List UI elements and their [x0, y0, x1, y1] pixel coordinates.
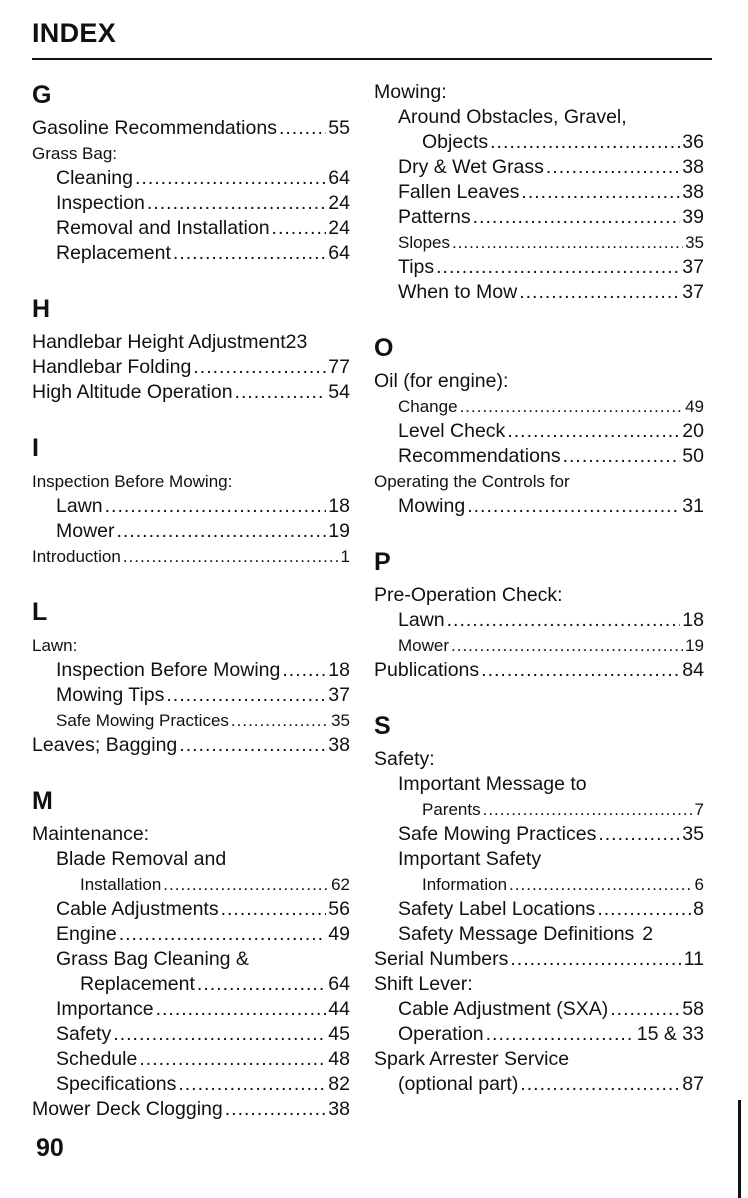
index-entry: Operation ..... 15 & 33 — [374, 1022, 704, 1047]
index-heading: Shift Lever: — [374, 973, 473, 995]
index-entry: Safe Mowing Practices ..... 35 — [32, 708, 350, 733]
index-entry: Schedule ..... 48 — [32, 1047, 350, 1072]
index-entry: Inspection Before Mowing ..... 18 — [32, 658, 350, 683]
index-heading: Spark Arrester Service — [374, 1048, 570, 1070]
index-entry: Level Check ..... 20 — [374, 419, 704, 444]
index-entry: Tips ..... 37 — [374, 255, 704, 280]
section-letter-m: M — [32, 787, 53, 815]
index-entry: Safety Message Definitions 2 — [398, 923, 654, 945]
index-entry: Handlebar Folding ..... 77 — [32, 355, 350, 380]
index-entry: Slopes ..... 35 — [374, 230, 704, 255]
index-entry: Change ..... 49 — [374, 394, 704, 419]
index-entry: Safety ..... 45 — [32, 1022, 350, 1047]
page-header — [32, 16, 712, 60]
index-entry: Mower ..... 19 — [374, 633, 704, 658]
index-entry: Parents ..... 7 — [374, 797, 704, 822]
index-entry: Mower Deck Clogging ..... 38 — [32, 1097, 350, 1122]
section-letter-o: O — [374, 334, 394, 362]
index-entry: Importance ..... 44 — [32, 997, 350, 1022]
page-number: 90 — [36, 1134, 64, 1162]
index-entry: Objects ..... 36 — [374, 130, 704, 155]
index-heading: Blade Removal and — [56, 848, 227, 870]
index-entry: Engine ..... 49 — [32, 922, 350, 947]
index-entry: Fallen Leaves ..... 38 — [374, 180, 704, 205]
index-entry: Inspection ..... 24 — [32, 191, 350, 216]
index-entry: High Altitude Operation ..... 54 — [32, 380, 350, 405]
section-letter-s: S — [374, 712, 391, 740]
index-entry: Mower ..... 19 — [32, 519, 350, 544]
section-letter-i: I — [32, 434, 39, 462]
index-entry: Replacement ..... 64 — [32, 972, 350, 997]
index-entry: Dry & Wet Grass ..... 38 — [374, 155, 704, 180]
index-entry: Mowing ..... 31 — [374, 494, 704, 519]
index-entry: Introduction ..... 1 — [32, 544, 350, 569]
index-entry: Installation ..... 62 — [32, 872, 350, 897]
index-heading: Oil (for engine): — [374, 370, 509, 392]
index-title: INDEX — [32, 18, 117, 48]
index-heading: Grass Bag: — [32, 144, 118, 163]
index-entry: Patterns ..... 39 — [374, 205, 704, 230]
index-entry: Removal and Installation ..... 24 — [32, 216, 350, 241]
index-entry: Lawn ..... 18 — [32, 494, 350, 519]
index-heading: Safety: — [374, 748, 435, 770]
index-heading: Operating the Controls for — [374, 472, 570, 491]
index-entry: Serial Numbers ..... 11 — [374, 947, 704, 972]
index-entry: Leaves; Bagging ..... 38 — [32, 733, 350, 758]
index-entry: Cable Adjustments ..... 56 — [32, 897, 350, 922]
index-heading: Lawn: — [32, 636, 78, 655]
index-entry: Cable Adjustment (SXA) ..... 58 — [374, 997, 704, 1022]
index-heading: Mowing: — [374, 81, 447, 103]
index-heading: Important Message to — [398, 773, 587, 795]
section-letter-h: H — [32, 295, 51, 323]
index-entry: Cleaning ..... 64 — [32, 166, 350, 191]
section-letter-p: P — [374, 548, 391, 576]
index-entry: Lawn ..... 18 — [374, 608, 704, 633]
index-entry: (optional part) ..... 87 — [374, 1072, 704, 1097]
index-entry: Gasoline Recommendations ..... 55 — [32, 116, 350, 141]
index-entry: Handlebar Height Adjustment 23 — [32, 331, 308, 353]
index-heading: Around Obstacles, Gravel, — [398, 106, 627, 128]
page-edge-mark — [738, 1100, 741, 1198]
index-heading: Important Safety — [398, 848, 542, 870]
section-letter-g: G — [32, 81, 52, 109]
index-entry: Publications ..... 84 — [374, 658, 704, 683]
index-entry: Safe Mowing Practices ..... 35 — [374, 822, 704, 847]
index-entry: Safety Label Locations ..... 8 — [374, 897, 704, 922]
index-heading: Maintenance: — [32, 823, 150, 845]
index-heading: Pre-Operation Check: — [374, 584, 563, 606]
index-heading: Grass Bag Cleaning & — [56, 948, 249, 970]
index-entry: Specifications ..... 82 — [32, 1072, 350, 1097]
index-heading: Inspection Before Mowing: — [32, 472, 233, 491]
index-entry: Mowing Tips ..... 37 — [32, 683, 350, 708]
index-entry: When to Mow ..... 37 — [374, 280, 704, 305]
index-entry: Information ..... 6 — [374, 872, 704, 897]
index-entry: Replacement ..... 64 — [32, 241, 350, 266]
index-column-right — [374, 80, 704, 1097]
index-entry: Recommendations ..... 50 — [374, 444, 704, 469]
section-letter-l: L — [32, 598, 48, 626]
index-column-left — [32, 80, 350, 1122]
